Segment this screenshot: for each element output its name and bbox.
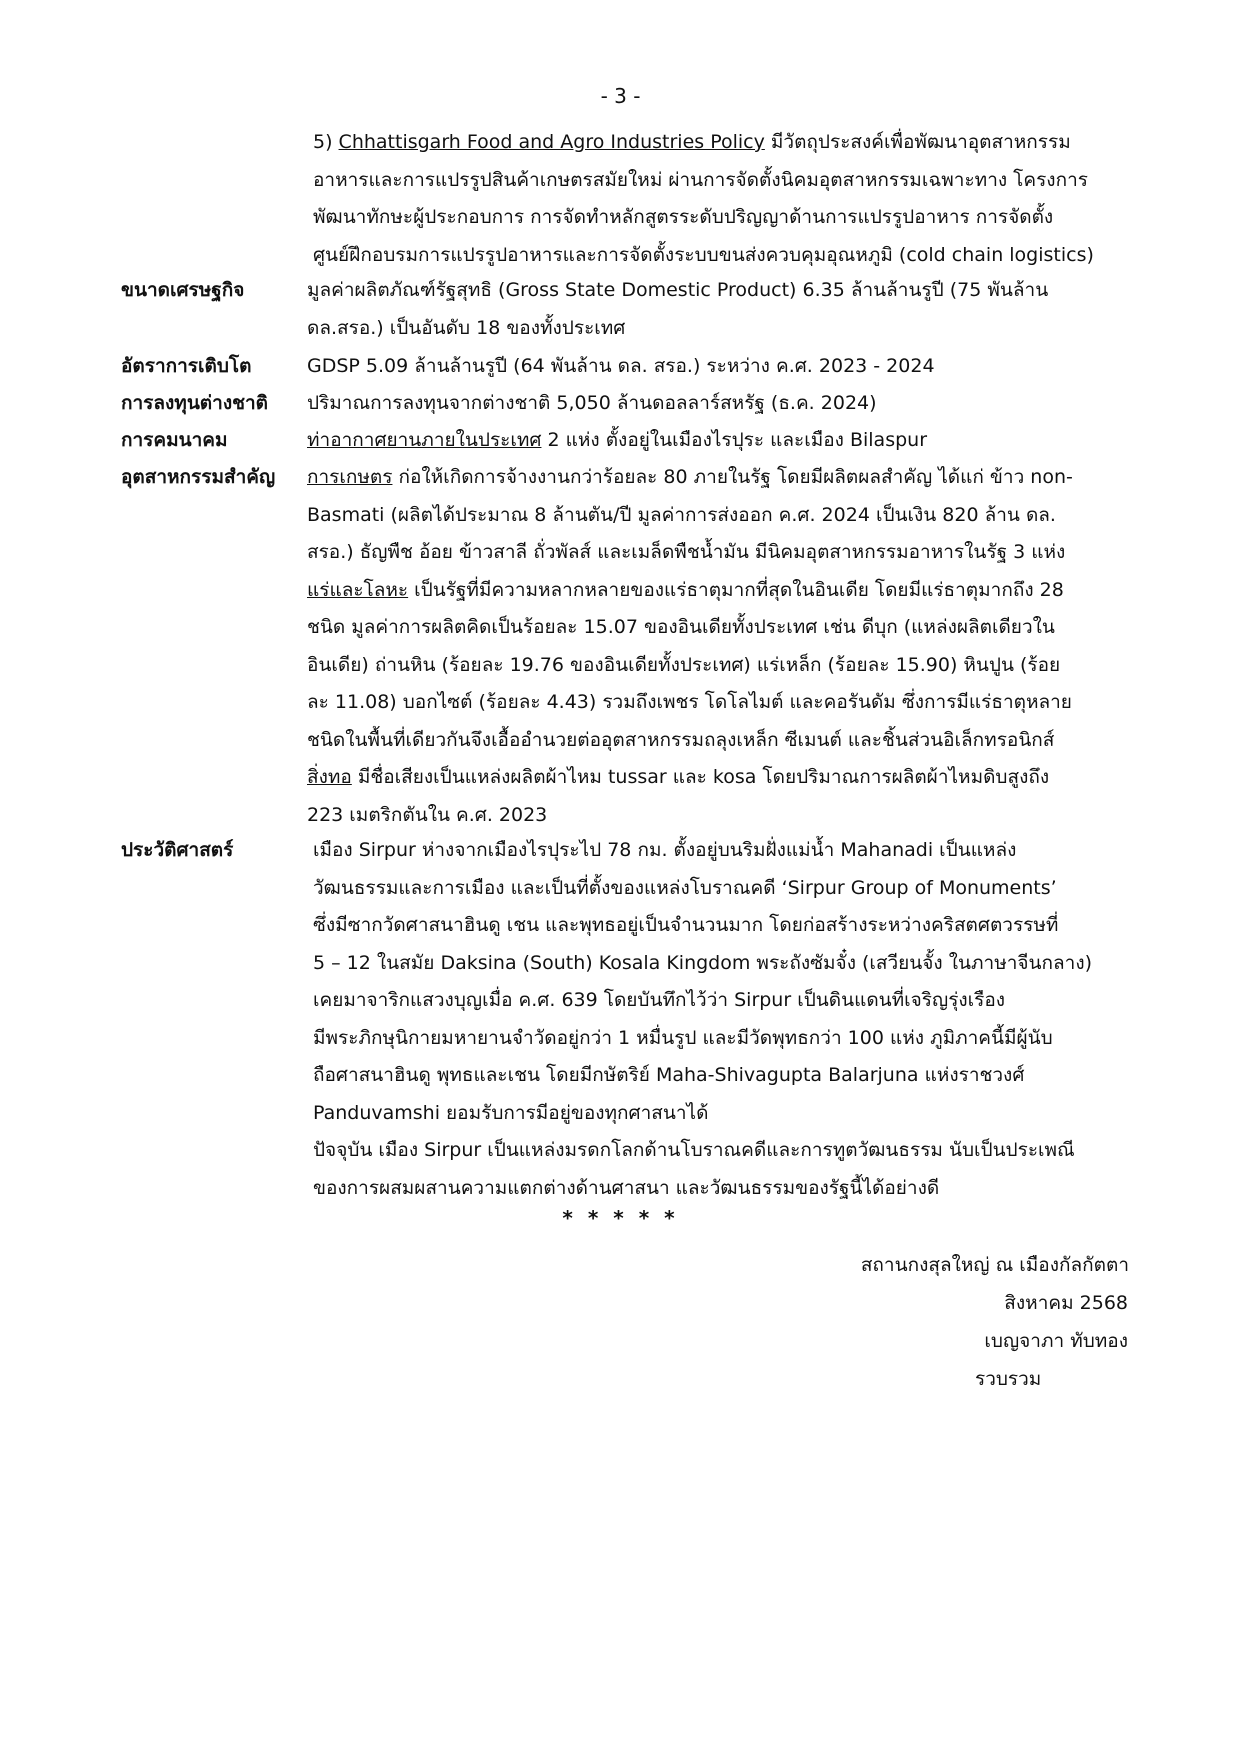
history-line-9: ปัจจุบัน เมือง Sirpur เป็นแหล่งมรดกโลกด้านโบราณคดีและการทูตวัฒนธรรม นับเป็นประเพณี bbox=[313, 1139, 1075, 1161]
history-line-1: เมือง Sirpur ห่างจากเมืองไรปุระไป 78 กม. ตั้งอยู่บนริมฝั่งแม่น้ำ Mahanadi เป็นแหล่ง bbox=[313, 839, 1017, 861]
intro-paragraph bbox=[313, 124, 1094, 274]
transport-rest: 2 แห่ง ตั้งอยู่ในเมืองไรปุระ และเมือง Bilaspur bbox=[541, 429, 928, 451]
growth-line-1: GDSP 5.09 ล้านล้านรูปี (64 พันล้าน ดล. สรอ.) ระหว่าง ค.ศ. 2023 - 2024 bbox=[307, 355, 935, 377]
history-line-10: ของการผสมผสานความแตกต่างด้านศาสนา และวัฒนธรรมของรัฐนี้ได้อย่างดี bbox=[313, 1176, 940, 1199]
intro-line-3: พัฒนาทักษะผู้ประกอบการ การจัดทำหลักสูตรระดับปริญญาด้านการแปรรูปอาหาร การจัดตั้ง bbox=[313, 206, 1054, 228]
history-line-5: เคยมาจาริกแสวงบุญเมื่อ ค.ศ. 639 โดยบันทึกไว้ว่า Sirpur เป็นดินแดนที่เจริญรุ่งเรือง bbox=[313, 989, 1006, 1011]
agri-line-3: สรอ.) ธัญพืช อ้อย ข้าวสาลี ถั่วพัลส์ และเมล็ดพืชน้ำมัน มีนิคมอุตสาหกรรมอาหารในรัฐ 3 แห่ง bbox=[307, 541, 1066, 563]
history-text bbox=[313, 832, 1092, 1207]
economy-line-2: ดล.สรอ.) เป็นอันดับ 18 ของทั้งประเทศ bbox=[307, 316, 626, 339]
history-line-7: ถือศาสนาฮินดู พุทธและเชน โดยมีกษัตริย์ Maha-Shivagupta Balarjuna แห่งราชวงศ์ bbox=[313, 1064, 1025, 1086]
intro-line-2: อาหารและการแปรรูปสินค้าเกษตรสมัยใหม่ ผ่านการจัดตั้งนิคมอุตสาหกรรมเฉพาะทาง โครงการ bbox=[313, 168, 1088, 191]
history-line-6: มีพระภิกษุนิกายมหายานจำวัดอยู่กว่า 1 หมื่นรูป และมีวัดพุทธกว่า 100 แห่ง ภูมิภาคนี้มีผู้นับ bbox=[313, 1026, 1053, 1049]
agri-line-1-rest: ก่อให้เกิดการจ้างงานกว่าร้อยละ 80 ภายในรัฐ โดยมีผลิตผลสำคัญ ได้แก่ ข้าว non- bbox=[392, 466, 1073, 488]
history-line-3: ซึ่งมีซากวัดศาสนาฮินดู เชน และพุทธอยู่เป็นจำนวนมาก โดยก่อสร้างระหว่างคริสตศตวรรษที่ bbox=[313, 914, 1059, 936]
industry-text bbox=[307, 459, 1073, 834]
mineral-line-1 bbox=[307, 572, 1073, 610]
textile-underline: สิ่งทอ bbox=[307, 766, 352, 788]
history-line-8: Panduvamshi ยอมรับการมีอยู่ของทุกศาสนาได้ bbox=[313, 1101, 709, 1124]
textile-line-2: 223 เมตริกตันใน ค.ศ. 2023 bbox=[307, 803, 548, 826]
mineral-line-3: อินเดีย) ถ่านหิน (ร้อยละ 19.76 ของอินเดียทั้งประเทศ) แร่เหล็ก (ร้อยละ 15.90) หินปูน (ร้อย bbox=[307, 653, 1061, 676]
signature-office: สถานกงสุลใหญ่ ณ เมืองกัลกัตตา bbox=[860, 1254, 1129, 1276]
mineral-line-1-rest: เป็นรัฐที่มีความหลากหลายของแร่ธาตุมากที่สุดในอินเดีย โดยมีแร่ธาตุมากถึง 28 bbox=[408, 578, 1064, 601]
transport-label: การคมนาคม bbox=[121, 429, 228, 451]
mineral-line-2: ชนิด มูลค่าการผลิตคิดเป็นร้อยละ 15.07 ของอินเดียทั้งประเทศ เช่น ดีบุก (แหล่งผลิตเดียวใน bbox=[307, 616, 1055, 638]
signature-date: สิงหาคม 2568 bbox=[1004, 1292, 1128, 1314]
agri-underline: การเกษตร bbox=[307, 466, 393, 488]
mineral-line-5: ชนิดในพื้นที่เดียวกันจึงเอื้ออำนวยต่ออุตสาหกรรมถลุงเหล็ก ซีเมนต์ และชิ้นส่วนอิเล็กทรอนิกส์ bbox=[307, 728, 1055, 751]
industry-label: อุตสาหกรรมสำคัญ bbox=[121, 466, 276, 488]
economy-label: ขนาดเศรษฐกิจ bbox=[121, 279, 245, 301]
economy-text bbox=[307, 272, 1048, 347]
separator-stars: * * * * * bbox=[562, 1206, 679, 1230]
textile-line-1-rest: มีชื่อเสียงเป็นแหล่งผลิตผ้าไหม tussar และ kosa โดยปริมาณการผลิตผ้าไหมดิบสูงถึง bbox=[351, 766, 1050, 788]
intro-line-4: ศูนย์ฝึกอบรมการแปรรูปอาหารและการจัดตั้งระบบขนส่งควบคุมอุณหภูมิ (cold chain logistics) bbox=[313, 243, 1094, 266]
agri-line-2: Basmati (ผลิตได้ประมาณ 8 ล้านตัน/ปี มูลค่าการส่งออก ค.ศ. 2024 เป็นเงิน 820 ล้าน ดล. bbox=[307, 503, 1056, 526]
investment-label: การลงทุนต่างชาติ bbox=[121, 392, 268, 414]
growth-label: อัตราการเติบโต bbox=[121, 355, 252, 377]
intro-prefix: 5) bbox=[313, 131, 339, 153]
signature-name: เบญจาภา ทับทอง bbox=[984, 1330, 1128, 1352]
economy-line-1: มูลค่าผลิตภัณฑ์รัฐสุทธิ (Gross State Domestic Product) 6.35 ล้านล้านรูปี (75 พันล้าน bbox=[307, 279, 1049, 301]
intro-line-1 bbox=[313, 124, 1094, 162]
policy-name: Chhattisgarh Food and Agro Industries Policy bbox=[338, 131, 765, 153]
mineral-line-4: ละ 11.08) บอกไซต์ (ร้อยละ 4.43) รวมถึงเพชร โดโลไมต์ และคอรันดัม ซึ่งการมีแร่ธาตุหลาย bbox=[307, 691, 1072, 713]
growth-text bbox=[307, 348, 935, 386]
investment-text bbox=[307, 385, 877, 423]
transport-underline: ท่าอากาศยานภายในประเทศ bbox=[307, 429, 542, 451]
history-line-4: 5 – 12 ในสมัย Daksina (South) Kosala Kingdom พระถังซัมจั๋ง (เสวียนจั้ง ในภาษาจีนกลาง) bbox=[313, 951, 1093, 974]
signature-role: รวบรวม bbox=[975, 1368, 1042, 1390]
history-label: ประวัติศาสตร์ bbox=[121, 839, 234, 861]
investment-line-1: ปริมาณการลงทุนจากต่างชาติ 5,050 ล้านดอลลาร์สหรัฐ (ธ.ค. 2024) bbox=[307, 392, 877, 414]
agri-line-1 bbox=[307, 459, 1073, 497]
intro-line-1-rest: มีวัตถุประสงค์เพื่อพัฒนาอุตสาหกรรม bbox=[764, 131, 1071, 153]
transport-text bbox=[307, 422, 927, 460]
page-number: - 3 - bbox=[600, 84, 641, 108]
history-line-2: วัฒนธรรมและการเมือง และเป็นที่ตั้งของแหล่งโบราณคดี ‘Sirpur Group of Monuments’ bbox=[313, 876, 1057, 899]
mineral-underline: แร่และโลหะ bbox=[307, 578, 409, 601]
textile-line-1 bbox=[307, 759, 1073, 797]
transport-line-1 bbox=[307, 422, 927, 460]
